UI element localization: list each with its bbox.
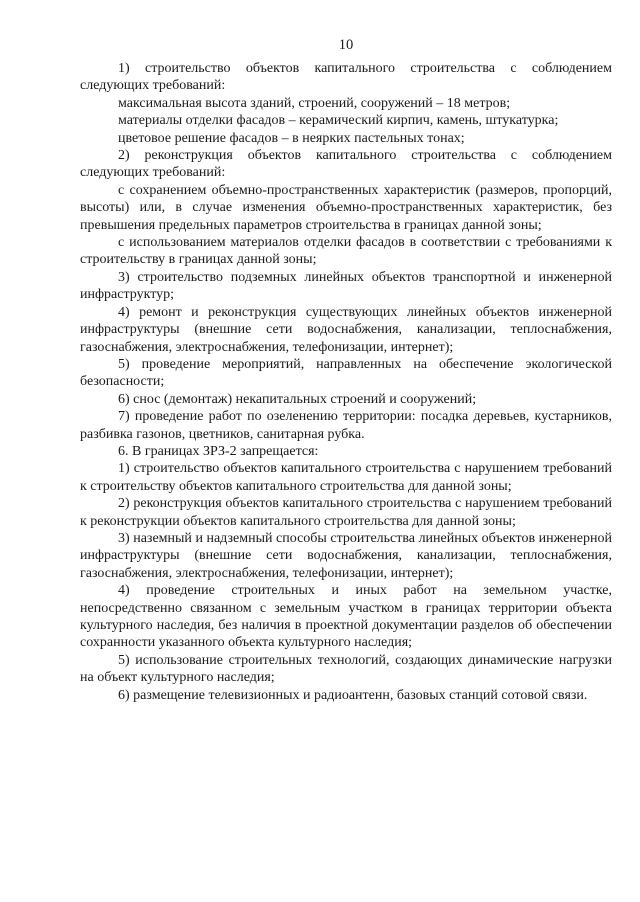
paragraph: материалы отделки фасадов – керамический кирпич, камень, штукатурка; (118, 113, 559, 129)
paragraph: 7) проведение работ по озеленению территории: посадка деревьев, кустарников, разбивка газонов, цветников, санитарная рубка. (80, 409, 612, 442)
paragraph: с использованием материалов отделки фасадов в соответствии с требованиями к строительству в границах данной зоны; (80, 235, 612, 268)
page-number: 10 (338, 37, 354, 53)
paragraph: 4) проведение строительных и иных работ на земельном участке, непосредственно связанном с земельным участком в границах территории объекта культурного наследия, без наличия в проектной документации разделов об обеспечении сохранности указанного объекта культурного наследия; (80, 583, 612, 651)
paragraph: 2) реконструкция объектов капитального строительства с соблюдением следующих требований: (80, 148, 612, 181)
document-body (80, 60, 612, 704)
paragraph: максимальная высота зданий, строений, сооружений – 18 метров; (118, 95, 511, 111)
paragraph: 3) наземный и надземный способы строительства линейных объектов инженерной инфраструктуры (внешние сети водоснабжения, канализации, теплоснабжения, газоснабжения, электроснабжения, телефонизации, интернет); (80, 530, 612, 581)
paragraph: 5) использование строительных технологий, создающих динамические нагрузки на объект культурного наследия; (80, 652, 612, 686)
paragraph: 6) размещение телевизионных и радиоантенн, базовых станций сотовой связи. (118, 687, 588, 703)
paragraph: цветовое решение фасадов – в неярких пастельных тонах; (118, 130, 465, 146)
paragraph: 5) проведение мероприятий, направленных на обеспечение экологической безопасности; (80, 356, 612, 390)
paragraph: 2) реконструкция объектов капитального строительства с нарушением требований к реконструкции объектов капитального строительства для данной зоны; (80, 496, 612, 529)
paragraph: 6) снос (демонтаж) некапитальных строений и сооружений; (118, 391, 477, 407)
paragraph: 1) строительство объектов капитального строительства с нарушением требований к строительству объектов капитального строительства для данной зоны; (80, 461, 612, 494)
paragraph: 6. В границах ЗРЗ-2 запрещается: (118, 443, 319, 459)
paragraph: 3) строительство подземных линейных объектов транспортной и инженерной инфраструктур; (80, 269, 612, 303)
paragraph: 4) ремонт и реконструкция существующих линейных объектов инженерной инфраструктуры (внешние сети водоснабжения, канализации, теплоснабжения, газоснабжения, электроснабжения, телефонизации, интернет); (80, 304, 612, 355)
document-page (80, 36, 612, 704)
paragraph: 1) строительство объектов капитального строительства с соблюдением следующих требований: (80, 61, 612, 94)
paragraph: с сохранением объемно-пространственных характеристик (размеров, пропорций, высоты) или, в случае изменения объемно-пространственных характеристик, без превышения предельных параметров строительства в границах данной зоны; (80, 182, 612, 233)
